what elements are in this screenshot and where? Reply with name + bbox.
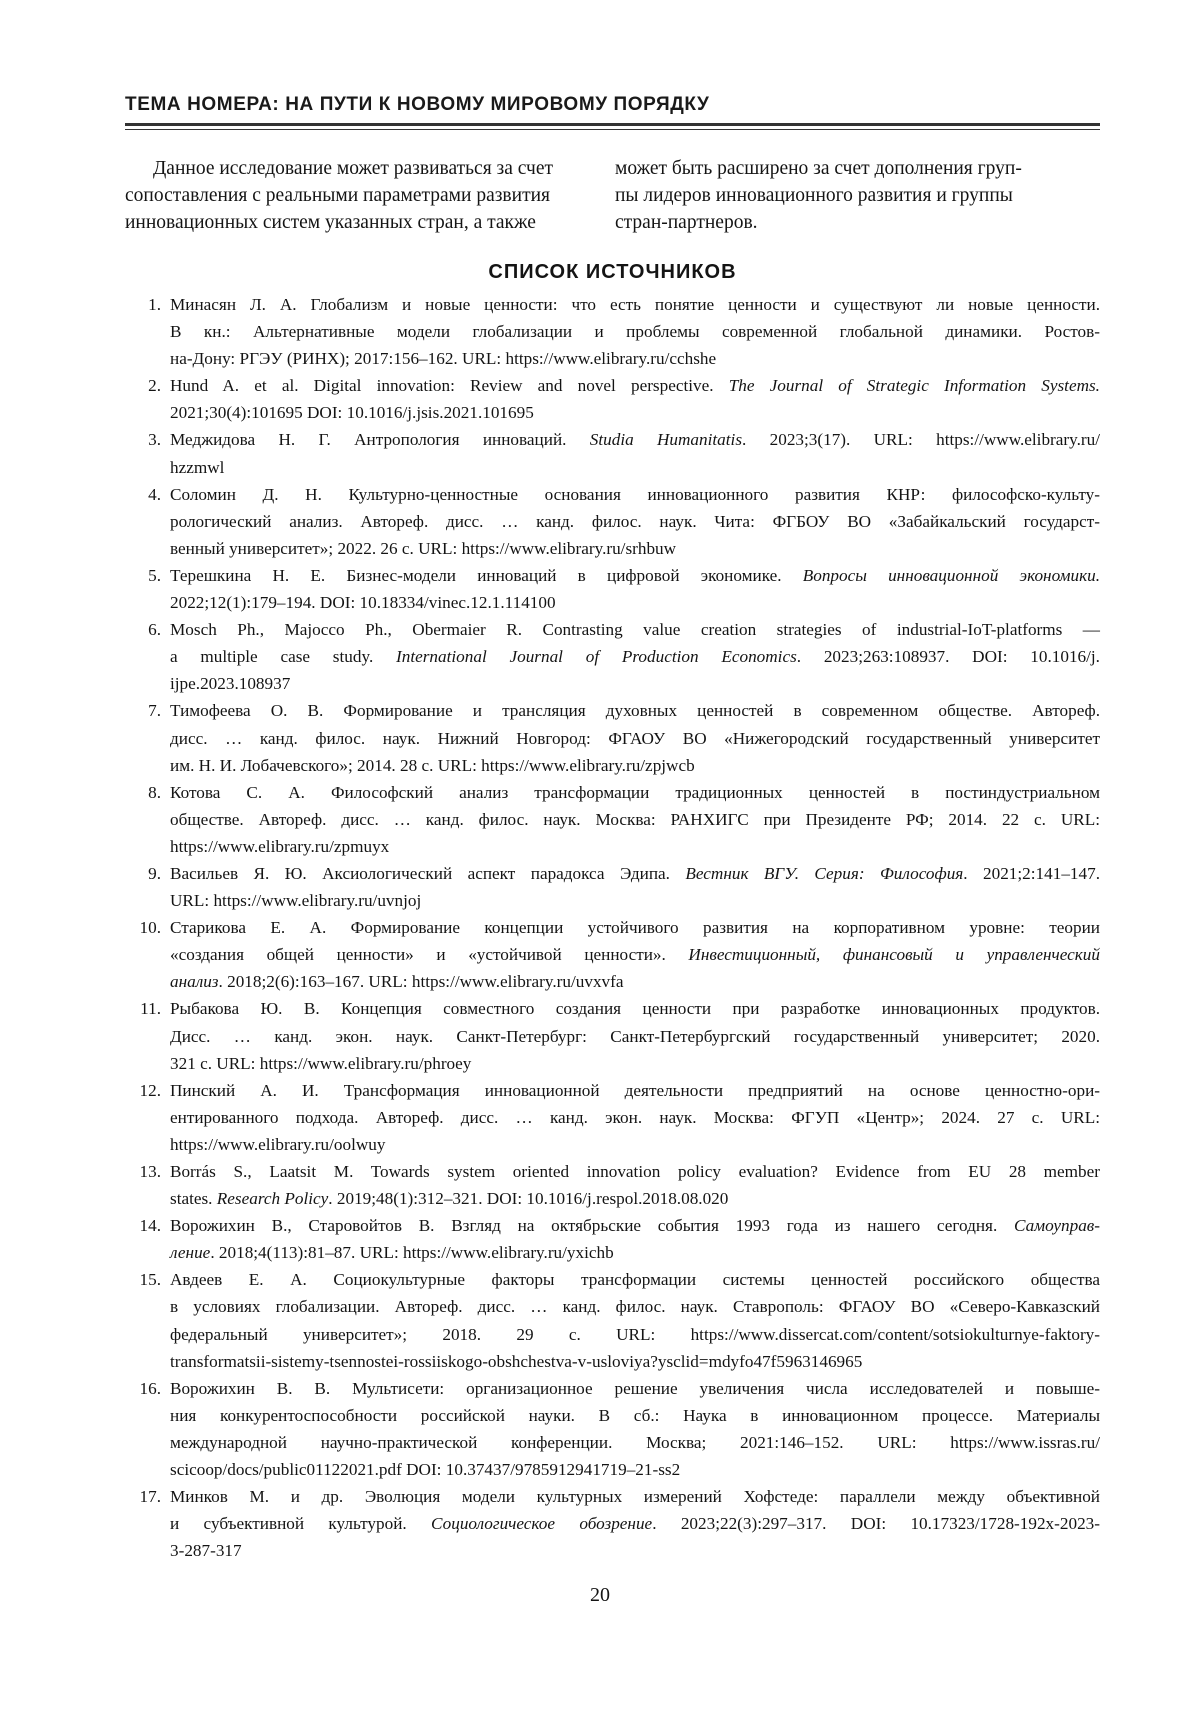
reference-number: 12. <box>139 1080 161 1100</box>
reference-number: 2. <box>148 376 161 396</box>
reference-item <box>125 779 1100 860</box>
reference-line: В кн.: Альтернативные модели глобализации и проблемы современной глобальной динамики. Ростов- <box>170 322 1100 342</box>
reference-line: Котова С. А. Философский анализ трансформации традиционных ценностей в постиндустриальном <box>170 782 1100 802</box>
reference-number: 8. <box>148 782 161 802</box>
reference-line: Дисс. … канд. экон. наук. Санкт-Петербург: Санкт-Петербургский государственный университет; 2020. <box>170 1026 1100 1046</box>
reference-item <box>125 426 1100 480</box>
reference-line: scicoop/docs/public01122021.pdf DOI: 10.37437/9785912941719–21-ss2 <box>170 1460 681 1480</box>
reference-line: ния конкурентоспособности российской науки. В сб.: Наука в инновационном процессе. Материалы <box>170 1405 1100 1425</box>
reference-number: 10. <box>139 918 161 938</box>
reference-number: 13. <box>139 1162 161 1181</box>
reference-line: 3-287-317 <box>170 1541 242 1561</box>
reference-item <box>125 860 1100 914</box>
reference-item <box>125 1375 1100 1483</box>
reference-line: ентированного подхода. Автореф. дисс. … канд. экон. наук. Москва: ФГУП «Центр»; 2024. 27 с. URL: <box>170 1107 1100 1127</box>
reference-item <box>125 1483 1100 1564</box>
reference-line: в условиях глобализации. Автореф. дисс. … канд. филос. наук. Ставрополь: ФГАОУ ВО «Северо-Кавказский <box>170 1297 1100 1317</box>
reference-line: им. Н. И. Лобачевского»; 2014. 28 с. URL: https://www.elibrary.ru/zpjwcb <box>170 755 695 775</box>
reference-item <box>125 995 1100 1076</box>
reference-line: «создания общей ценности» и «устойчивой ценности». Инвестиционный, финансовый и управленческий <box>170 945 1100 965</box>
reference-line: и субъективной культурой. Социологическое обозрение. 2023;22(3):297–317. DOI: 10.17323/1728-192x-2023- <box>170 1514 1100 1534</box>
intro-left-column <box>125 155 595 236</box>
reference-number: 6. <box>148 620 161 640</box>
reference-number: 15. <box>139 1270 161 1290</box>
reference-line: венный университет»; 2022. 26 с. URL: https://www.elibrary.ru/srhbuw <box>170 538 677 558</box>
reference-line: https://www.elibrary.ru/zpmuyx <box>170 836 390 856</box>
reference-line: Терешкина Н. Е. Бизнес-модели инноваций в цифровой экономике. Вопросы инновационной экономики. <box>170 565 1101 585</box>
intro-right-column <box>615 155 1085 236</box>
intro-line: стран-партнеров. <box>615 212 758 233</box>
reference-line: Рыбакова Ю. В. Концепция совместного создания ценности при разработке инновационных продуктов. <box>170 999 1100 1019</box>
header-rule-thin <box>125 129 1100 130</box>
reference-line: a multiple case study. International Journal of Production Economics. 2023;263:108937. DOI: 10.1016/j. <box>170 647 1100 667</box>
references-title: СПИСОК ИСТОЧНИКОВ <box>488 261 737 283</box>
reference-line: ijpe.2023.108937 <box>170 674 291 694</box>
reference-item <box>125 372 1100 426</box>
reference-line: федеральный университет»; 2018. 29 с. URL: https://www.dissercat.com/content/sotsiokulturnye-faktory- <box>170 1324 1100 1344</box>
reference-line: states. Research Policy. 2019;48(1):312–321. DOI: 10.1016/j.respol.2018.08.020 <box>170 1189 729 1209</box>
reference-line: Минков М. и др. Эволюция модели культурных измерений Хофстеде: параллели между объективной <box>170 1487 1100 1507</box>
reference-line: Mosch Ph., Majocco Ph., Obermaier R. Contrasting value creation strategies of industrial-IoT-platforms — <box>170 620 1100 640</box>
intro-line: инновационных систем указанных стран, а также <box>125 212 536 233</box>
reference-line: Ворожихин В., Старовойтов В. Взгляд на октябрьские события 1993 года из нашего сегодня. Самоуправ- <box>170 1216 1100 1236</box>
reference-line: обществе. Автореф. дисс. … канд. филос. наук. Москва: РАНХИГС при Президенте РФ; 2014. 22 с. URL: <box>170 809 1100 829</box>
intro-line: Данное исследование может развиваться за счет <box>153 158 554 179</box>
reference-item <box>125 291 1100 372</box>
reference-number: 5. <box>148 565 161 585</box>
reference-line: Пинский А. И. Трансформация инновационной деятельности предприятий на основе ценностно-ори- <box>170 1080 1100 1100</box>
reference-line: Тимофеева О. В. Формирование и трансляция духовных ценностей в современном обществе. Автореф. <box>170 701 1100 721</box>
header-rule-thick <box>125 123 1100 126</box>
reference-number: 7. <box>148 701 161 721</box>
reference-line: 321 с. URL: https://www.elibrary.ru/phroey <box>170 1053 472 1073</box>
reference-item <box>125 616 1100 697</box>
reference-line: Соломин Д. Н. Культурно-ценностные основания инновационного развития КНР: философско-культу- <box>170 484 1100 504</box>
reference-line: Авдеев Е. А. Социокультурные факторы трансформации системы ценностей российского общества <box>170 1270 1100 1290</box>
reference-item <box>125 697 1100 778</box>
reference-number: 4. <box>148 484 161 504</box>
reference-line: 2021;30(4):101695 DOI: 10.1016/j.jsis.2021.101695 <box>170 403 534 423</box>
reference-item <box>125 1077 1100 1158</box>
reference-line: Ворожихин В. В. Мультисети: организационное решение увеличения числа исследователей и повыше- <box>170 1378 1100 1398</box>
reference-line: 2022;12(1):179–194. DOI: 10.18334/vinec.12.1.114100 <box>170 593 556 613</box>
reference-number: 14. <box>139 1216 161 1236</box>
reference-line: https://www.elibrary.ru/oolwuy <box>170 1134 386 1154</box>
section-header: ТЕМА НОМЕРА: НА ПУТИ К НОВОМУ МИРОВОМУ ПОРЯДКУ <box>125 94 710 115</box>
page-number: 20 <box>590 1584 610 1606</box>
reference-item <box>125 481 1100 562</box>
intro-line: пы лидеров инновационного развития и группы <box>615 185 1013 206</box>
reference-line: на-Дону: РГЭУ (РИНХ); 2017:156–162. URL: https://www.elibrary.ru/cchshe <box>170 349 717 369</box>
reference-item <box>125 1266 1100 1374</box>
reference-line: Borrás S., Laatsit M. Towards system oriented innovation policy evaluation? Evidence from EU 28 member <box>170 1162 1100 1181</box>
reference-line: Старикова Е. А. Формирование концепции устойчивого развития на корпоративном уровне: теории <box>170 918 1100 938</box>
reference-line: hzzmwl <box>170 457 225 477</box>
reference-number: 1. <box>148 295 161 314</box>
reference-number: 17. <box>139 1487 161 1507</box>
reference-line: анализ. 2018;2(6):163–167. URL: https://www.elibrary.ru/uvxvfa <box>170 972 624 992</box>
reference-line: Васильев Я. Ю. Аксиологический аспект парадокса Эдипа. Вестник ВГУ. Серия: Философия. 2021;2:141–147. <box>170 863 1100 883</box>
reference-line: ление. 2018;4(113):81–87. URL: https://www.elibrary.ru/yxichb <box>170 1243 614 1263</box>
intro-line: сопоставления с реальными параметрами развития <box>125 185 550 206</box>
reference-line: Меджидова Н. Г. Антропология инноваций. Studia Humanitatis. 2023;3(17). URL: https://www.elibrary.ru/ <box>170 430 1100 450</box>
reference-line: дисс. … канд. филос. наук. Нижний Новгород: ФГАОУ ВО «Нижегородский государственный университет <box>170 728 1100 748</box>
reference-line: Hund A. et al. Digital innovation: Review and novel perspective. The Journal of Strategic Information Systems. <box>170 376 1100 396</box>
reference-line: URL: https://www.elibrary.ru/uvnjoj <box>170 891 422 911</box>
reference-number: 16. <box>139 1378 161 1398</box>
reference-line: рологический анализ. Автореф. дисс. … канд. филос. наук. Чита: ФГБОУ ВО «Забайкальский государст- <box>170 511 1100 531</box>
reference-item <box>125 562 1100 616</box>
reference-item <box>125 1158 1100 1212</box>
reference-number: 9. <box>148 863 161 883</box>
intro-line: может быть расширено за счет дополнения груп- <box>615 158 1022 179</box>
reference-item <box>125 1212 1100 1266</box>
reference-item <box>125 914 1100 995</box>
reference-line: Минасян Л. А. Глобализм и новые ценности: что есть понятие ценности и существуют ли новые ценности. <box>170 295 1100 314</box>
reference-number: 3. <box>148 430 161 450</box>
reference-list <box>125 291 1100 1564</box>
reference-line: transformatsii-sistemy-tsennostei-rossiiskogo-obshchestva-v-usloviya?ysclid=mdyfo47f5963146965 <box>170 1351 863 1371</box>
reference-number: 11. <box>140 999 161 1019</box>
reference-line: международной научно-практической конференции. Москва; 2021:146–152. URL: https://www.issras.ru/ <box>170 1432 1100 1452</box>
